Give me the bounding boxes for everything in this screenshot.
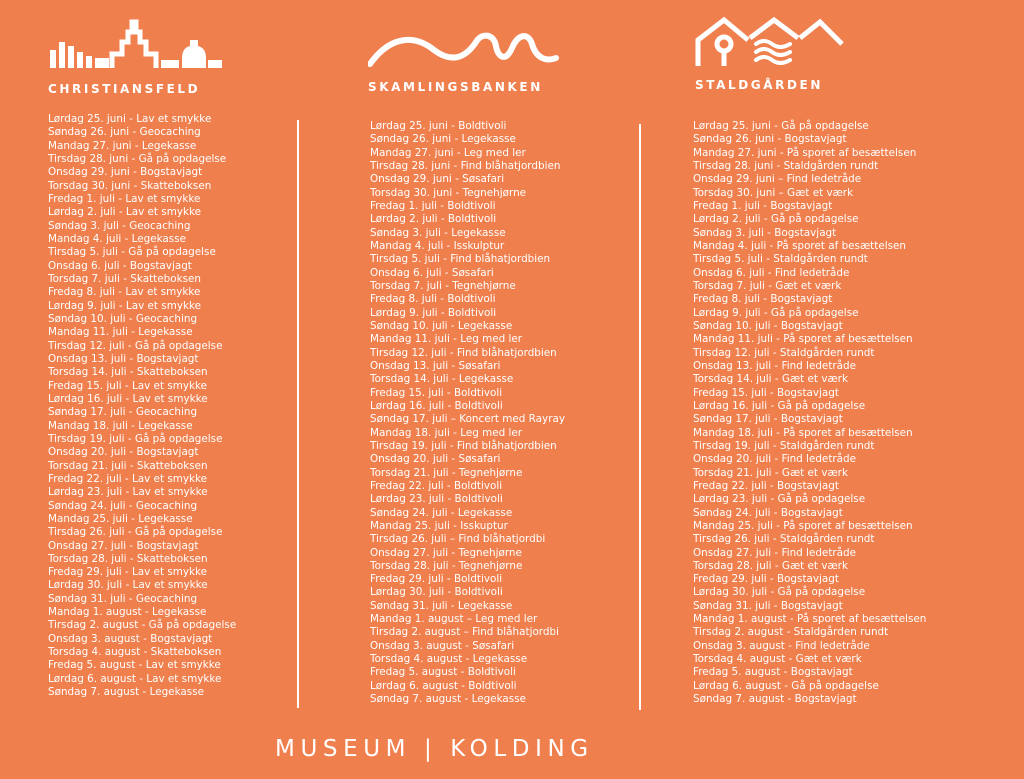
event-item: Torsdag 28. juli - Tegnehjørne: [370, 559, 523, 572]
christiansfeld-events: [48, 113, 236, 699]
event-item: Søndag 24. juli - Geocaching: [48, 499, 198, 512]
event-item: Fredag 8. juli - Lav et smykke: [48, 286, 201, 299]
event-item: Torsdag 30. juni – Gæt et værk: [693, 186, 854, 199]
event-item: Onsdag 6. juli - Bogstavjagt: [48, 259, 192, 272]
event-item: Lørdag 6. august - Boldtivoli: [370, 679, 517, 692]
event-item: Mandag 25. juli - Legekasse: [48, 512, 193, 525]
event-item: Fredag 22. juli - Lav et smykke: [48, 472, 208, 485]
event-item: Fredag 8. juli - Bogstavjagt: [693, 293, 833, 306]
event-item: Mandag 25. juli - På sporet af besættelsen: [693, 519, 913, 532]
event-item: Torsdag 28. juli - Skatteboksen: [48, 552, 208, 565]
event-item: Søndag 31. juli - Geocaching: [48, 592, 198, 605]
event-item: Fredag 8. juli - Boldtivoli: [370, 293, 496, 306]
event-item: Mandag 27. juni - Leg med ler: [370, 146, 526, 159]
event-item: Lørdag 2. juli - Gå på opdagelse: [693, 213, 859, 226]
event-item: Tirsdag 28. juni - Staldgården rundt: [693, 159, 879, 172]
event-item: Lørdag 16. juli - Lav et smykke: [48, 392, 208, 405]
event-item: Onsdag 3. august - Søsafari: [370, 639, 515, 652]
event-item: Mandag 27. juni - Legekasse: [48, 139, 197, 152]
event-item: Onsdag 29. juni - Søsafari: [370, 173, 505, 186]
event-item: Tirsdag 12. juli - Staldgården rundt: [693, 346, 875, 359]
event-item: Fredag 22. juli - Bogstavjagt: [693, 479, 839, 492]
event-item: Tirsdag 2. august - Staldgården rundt: [693, 626, 889, 639]
event-item: Tirsdag 5. juli - Staldgården rundt: [693, 253, 868, 266]
museum-kolding-footer: MUSEUM | KOLDING: [275, 736, 594, 762]
event-item: Fredag 22. juli - Boldtivoli: [370, 479, 503, 492]
event-item: Mandag 11. juli - På sporet af besættelsen: [693, 333, 913, 346]
event-item: Lørdag 30. juli - Boldtivoli: [370, 586, 503, 599]
town-buildings-icon: [48, 18, 226, 72]
event-item: Fredag 1. juli - Boldtivoli: [370, 199, 496, 212]
event-item: Fredag 5. august - Bogstavjagt: [693, 666, 853, 679]
skamlingsbanken-name: SKAMLINGSBANKEN: [368, 80, 543, 94]
event-item: Fredag 15. juli - Boldtivoli: [370, 386, 503, 399]
event-item: Mandag 11. juli - Leg med ler: [370, 333, 523, 346]
christiansfeld-name: CHRISTIANSFELD: [48, 82, 201, 96]
event-item: Torsdag 21. juli - Skatteboksen: [48, 459, 208, 472]
event-item: Onsdag 13. juli - Søsafari: [370, 359, 501, 372]
skamlingsbanken-events: [370, 120, 565, 706]
event-item: Tirsdag 12. juli - Find blåhatjordbien: [370, 346, 557, 359]
event-item: Lørdag 2. juli - Boldtivoli: [370, 213, 497, 226]
event-item: Søndag 26. juni - Bogstavjagt: [693, 133, 847, 146]
event-item: Mandag 27. juni - På sporet af besættelsen: [693, 146, 917, 159]
event-item: Søndag 10. juli - Geocaching: [48, 312, 198, 325]
event-item: Lørdag 25. juni - Boldtivoli: [370, 120, 507, 132]
event-item: Lørdag 25. juni - Lav et smykke: [48, 113, 212, 125]
event-item: Fredag 29. juli - Bogstavjagt: [693, 573, 839, 586]
event-item: Søndag 10. juli - Bogstavjagt: [693, 319, 843, 332]
event-item: Torsdag 4. august - Gæt et værk: [693, 653, 862, 666]
event-item: Søndag 26. juni - Geocaching: [48, 126, 201, 139]
farmhouse-icon: [694, 14, 846, 70]
event-item: Lørdag 9. juli - Gå på opdagelse: [693, 306, 859, 319]
event-item: Onsdag 29. juni - Bogstavjagt: [48, 166, 203, 179]
event-item: Mandag 4. juli - På sporet af besættelsen: [693, 239, 906, 252]
event-item: Søndag 7. august - Bogstavjagt: [693, 693, 857, 706]
event-item: Tirsdag 5. juli - Find blåhatjordbien: [370, 253, 551, 266]
event-item: Tirsdag 28. juni - Find blåhatjordbien: [370, 159, 561, 172]
event-item: Lørdag 23. juli - Boldtivoli: [370, 493, 503, 506]
event-item: Onsdag 27. juli - Tegnehjørne: [370, 546, 522, 559]
event-item: Tirsdag 19. juli - Gå på opdagelse: [48, 432, 223, 445]
event-item: Torsdag 14. juli - Gæt et værk: [693, 373, 848, 386]
event-item: Lørdag 23. juli - Lav et smykke: [48, 486, 208, 499]
event-item: Tirsdag 26. juli – Find blåhatjordbi: [370, 533, 546, 546]
event-item: Søndag 24. juli - Bogstavjagt: [693, 506, 843, 519]
event-item: Torsdag 4. august - Skatteboksen: [48, 646, 222, 659]
event-item: Onsdag 29. juni – Find ledetråde: [693, 173, 862, 186]
event-item: Tirsdag 12. juli - Gå på opdagelse: [48, 339, 223, 352]
event-item: Mandag 25. juli - Isskuptur: [370, 519, 508, 532]
event-item: Lørdag 16. juli - Gå på opdagelse: [693, 399, 866, 412]
event-item: Søndag 31. juli - Legekasse: [370, 599, 513, 612]
event-item: Torsdag 30. juni - Skatteboksen: [48, 179, 212, 192]
event-item: Mandag 4. juli - Isskulptur: [370, 239, 505, 252]
event-item: Fredag 29. juli - Boldtivoli: [370, 573, 503, 586]
event-item: Fredag 5. august - Boldtivoli: [370, 666, 516, 679]
event-item: Torsdag 7. juli - Tegnehjørne: [370, 279, 516, 292]
christiansfeld-logo: [48, 18, 226, 72]
event-item: Søndag 3. juli - Legekasse: [370, 226, 506, 239]
event-item: Lørdag 9. juli - Boldtivoli: [370, 306, 497, 319]
event-item: Lørdag 2. juli - Lav et smykke: [48, 206, 202, 219]
event-item: Onsdag 3. august - Bogstavjagt: [48, 632, 213, 645]
event-item: Lørdag 30. juli - Lav et smykke: [48, 579, 208, 592]
event-item: Tirsdag 2. august - Gå på opdagelse: [48, 619, 237, 632]
event-item: Fredag 1. juli - Bogstavjagt: [693, 199, 833, 212]
event-item: Mandag 1. august - Legekasse: [48, 606, 207, 619]
event-item: Søndag 7. august - Legekasse: [370, 693, 527, 706]
event-item: Mandag 1. august – Leg med ler: [370, 613, 538, 626]
skamlingsbanken-logo: [368, 28, 560, 72]
event-item: Onsdag 6. juli - Søsafari: [370, 266, 494, 279]
event-item: Torsdag 14. juli - Legekasse: [370, 373, 514, 386]
event-item: Mandag 18. juli - På sporet af besættelsen: [693, 426, 913, 439]
event-item: Torsdag 21. juli - Gæt et værk: [693, 466, 848, 479]
event-item: Søndag 17. juli – Koncert med Rayray: [370, 413, 565, 426]
event-item: Lørdag 6. august - Lav et smykke: [48, 672, 222, 685]
event-item: Torsdag 28. juli - Gæt et værk: [693, 559, 848, 572]
event-item: Søndag 26. juni - Legekasse: [370, 133, 516, 146]
event-item: Lørdag 30. juli - Gå på opdagelse: [693, 586, 866, 599]
event-item: Mandag 11. juli - Legekasse: [48, 326, 193, 339]
event-item: Mandag 18. juli - Leg med ler: [370, 426, 523, 439]
event-item: Tirsdag 26. juli - Gå på opdagelse: [48, 526, 223, 539]
staldgaarden-events: [693, 120, 926, 706]
event-item: Søndag 17. juli - Geocaching: [48, 406, 198, 419]
event-item: Mandag 18. juli - Legekasse: [48, 419, 193, 432]
event-item: Søndag 10. juli - Legekasse: [370, 319, 513, 332]
event-item: Fredag 1. juli - Lav et smykke: [48, 192, 201, 205]
divider-left: [297, 120, 299, 708]
event-item: Mandag 4. juli - Legekasse: [48, 232, 187, 245]
event-item: Onsdag 3. august - Find ledetråde: [693, 639, 870, 652]
event-item: Tirsdag 28. juni - Gå på opdagelse: [48, 152, 227, 165]
event-item: Søndag 3. juli - Bogstavjagt: [693, 226, 837, 239]
event-item: Onsdag 6. juli - Find ledetråde: [693, 266, 850, 279]
event-item: Tirsdag 5. juli - Gå på opdagelse: [48, 246, 216, 259]
event-item: Lørdag 23. juli - Gå på opdagelse: [693, 493, 866, 506]
event-item: Onsdag 20. juli - Find ledetråde: [693, 453, 857, 466]
event-item: Torsdag 14. juli - Skatteboksen: [48, 366, 208, 379]
event-item: Fredag 29. juli - Lav et smykke: [48, 566, 208, 579]
divider-right: [639, 124, 641, 710]
event-item: Tirsdag 19. juli - Staldgården rundt: [693, 439, 875, 452]
event-item: Onsdag 20. juli - Bogstavjagt: [48, 446, 199, 459]
event-item: Lørdag 25. juni - Gå på opdagelse: [693, 120, 869, 132]
event-item: Søndag 7. august - Legekasse: [48, 686, 205, 699]
event-item: Fredag 15. juli - Lav et smykke: [48, 379, 208, 392]
event-item: Torsdag 21. juli - Tegnehjørne: [370, 466, 523, 479]
event-item: Onsdag 27. juli - Bogstavjagt: [48, 539, 199, 552]
event-item: Søndag 24. juli - Legekasse: [370, 506, 513, 519]
event-item: Lørdag 16. juli - Boldtivoli: [370, 399, 503, 412]
event-item: Tirsdag 19. juli - Find blåhatjordbien: [370, 439, 557, 452]
event-item: Torsdag 7. juli - Skatteboksen: [48, 272, 202, 285]
staldgaarden-name: STALDGÅRDEN: [695, 78, 823, 92]
staldgaarden-logo: [694, 14, 846, 70]
event-item: Tirsdag 2. august – Find blåhatjordbi: [370, 626, 559, 639]
event-item: Tirsdag 26. juli - Staldgården rundt: [693, 533, 875, 546]
event-item: Fredag 15. juli - Bogstavjagt: [693, 386, 839, 399]
event-item: Onsdag 13. juli - Find ledetråde: [693, 359, 857, 372]
event-item: Søndag 3. juli - Geocaching: [48, 219, 191, 232]
event-item: Onsdag 20. juli - Søsafari: [370, 453, 501, 466]
event-item: Lørdag 6. august - Gå på opdagelse: [693, 679, 879, 692]
event-item: Lørdag 9. juli - Lav et smykke: [48, 299, 202, 312]
event-item: Mandag 1. august - På sporet af besættelsen: [693, 613, 927, 626]
event-item: Onsdag 13. juli - Bogstavjagt: [48, 352, 199, 365]
event-item: Torsdag 7. juli - Gæt et værk: [693, 279, 842, 292]
event-item: Søndag 31. juli - Bogstavjagt: [693, 599, 843, 612]
event-item: Søndag 17. juli - Bogstavjagt: [693, 413, 843, 426]
event-item: Torsdag 4. august - Legekasse: [370, 653, 528, 666]
rolling-hills-icon: [368, 28, 560, 72]
event-item: Onsdag 27. juli - Find ledetråde: [693, 546, 857, 559]
event-item: Torsdag 30. juni - Tegnehjørne: [370, 186, 527, 199]
event-item: Fredag 5. august - Lav et smykke: [48, 659, 221, 672]
